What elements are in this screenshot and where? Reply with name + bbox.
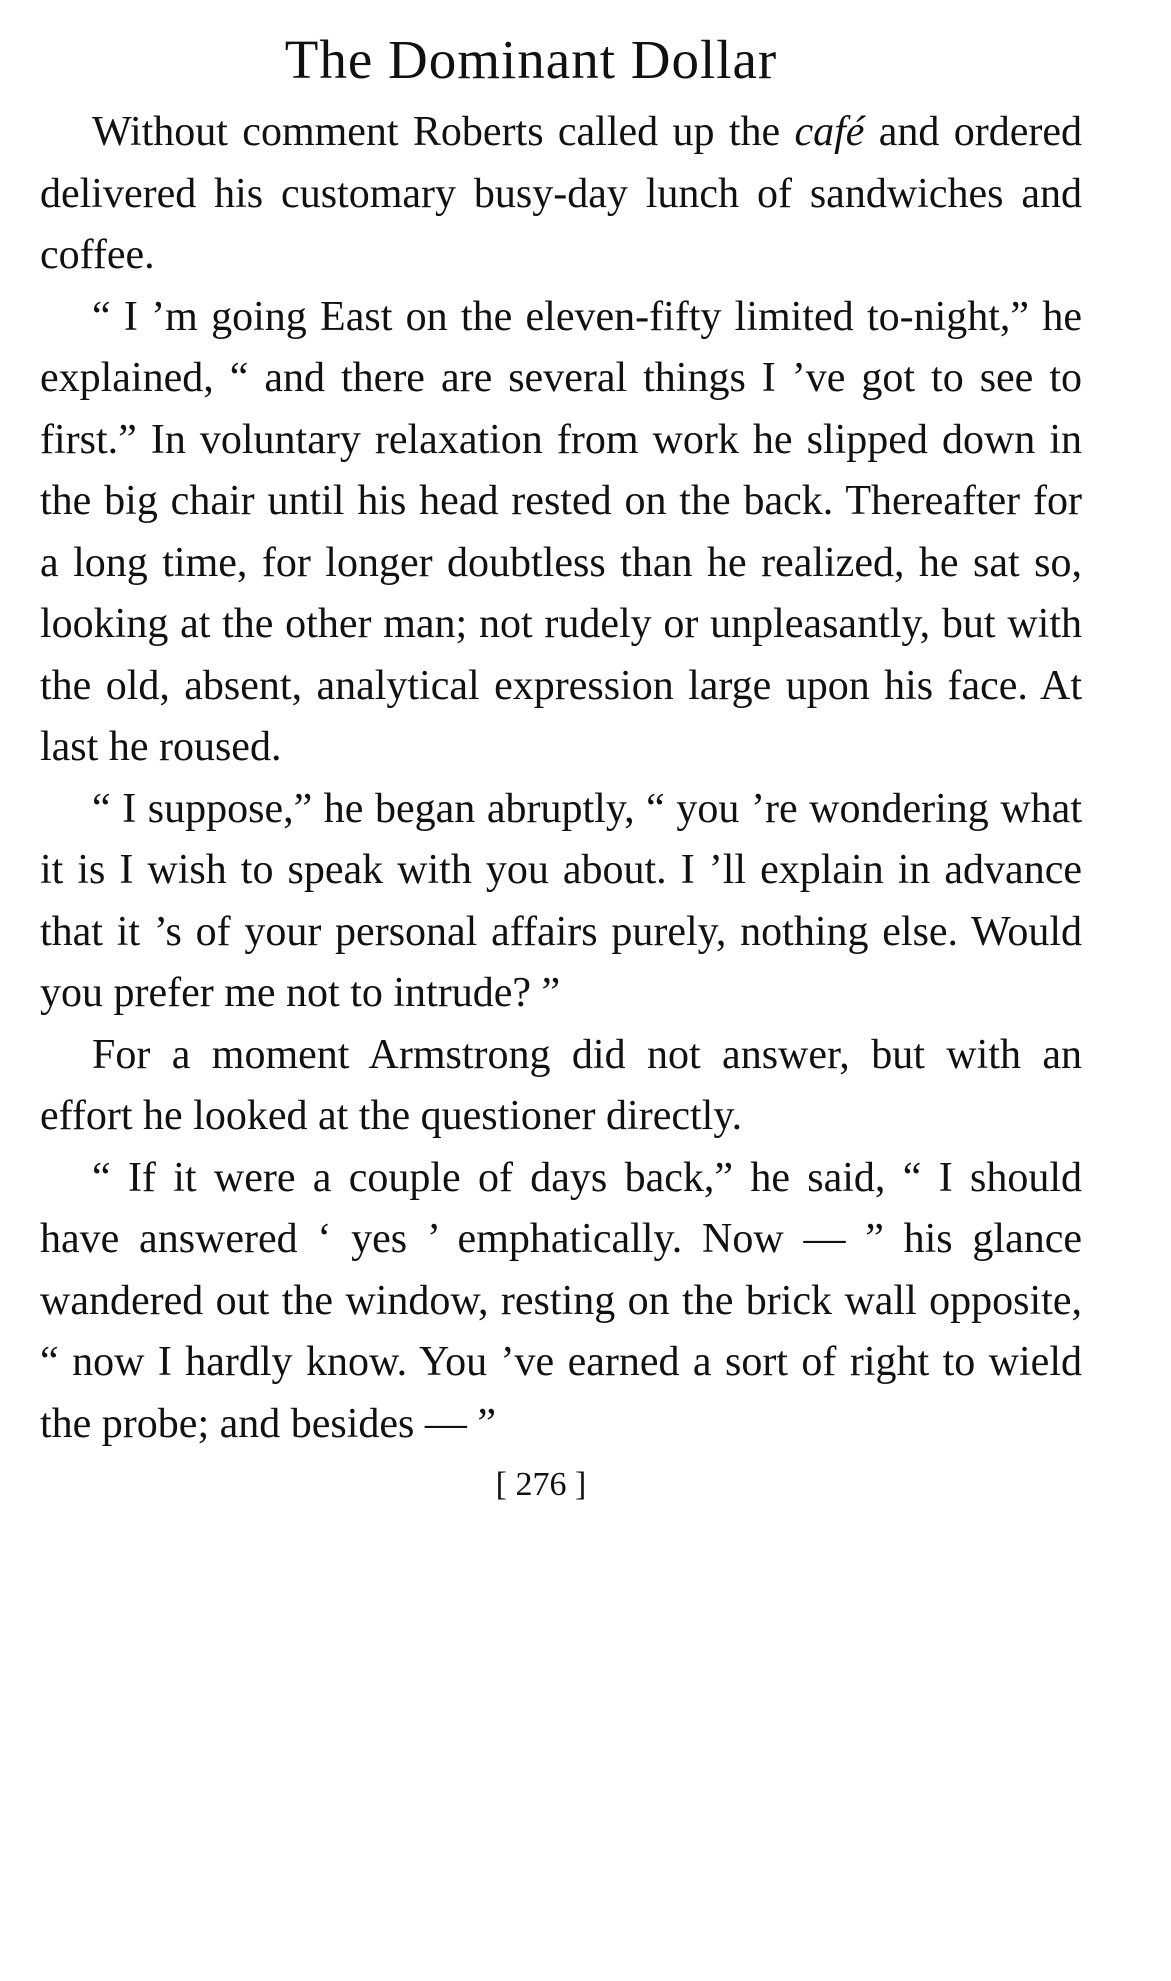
paragraph-1-text-before: Without comment Roberts called up the bbox=[92, 109, 795, 155]
paragraph-2: “ I ’m going East on the eleven-fifty limited to-night,” he explained, “ and there are several things I ’ve got to see to first.” In voluntary relaxation from work he slipped down in the big chair until his head rested on the back. Thereafter for a long time, for longer doubtless than he realized, he sat so, looking at the other man; not rudely or unpleasantly, but with the old, absent, analytical expression large upon his face. At last he roused. bbox=[40, 293, 1082, 770]
book-page bbox=[40, 0, 1082, 1505]
paragraph-1 bbox=[40, 102, 1082, 287]
paragraph-3: “ I suppose,” he began abruptly, “ you ’re wondering what it is I wish to speak with you about. I ’ll explain in advance that it ’s of your personal affairs purely, nothing else. Would you prefer me not to intrude? ” bbox=[40, 785, 1082, 1016]
paragraph-1-text-after: and ordered delivered his customary busy-day lunch of sandwiches and coffee. bbox=[40, 109, 1082, 278]
page-number: [ 276 ] bbox=[495, 1466, 587, 1503]
running-head: The Dominant Dollar bbox=[284, 29, 778, 90]
paragraph-5: “ If it were a couple of days back,” he said, “ I should have answered ‘ yes ’ emphatically. Now — ” his glance wandered out the window, resting on the brick wall opposite, “ now I hardly know. You ’ve earned a sort of right to wield the probe; and besides — ” bbox=[40, 1154, 1082, 1447]
paragraph-4: For a moment Armstrong did not answer, but with an effort he looked at the questioner directly. bbox=[40, 1031, 1082, 1139]
paragraph-1-italic-word: café bbox=[794, 109, 865, 155]
